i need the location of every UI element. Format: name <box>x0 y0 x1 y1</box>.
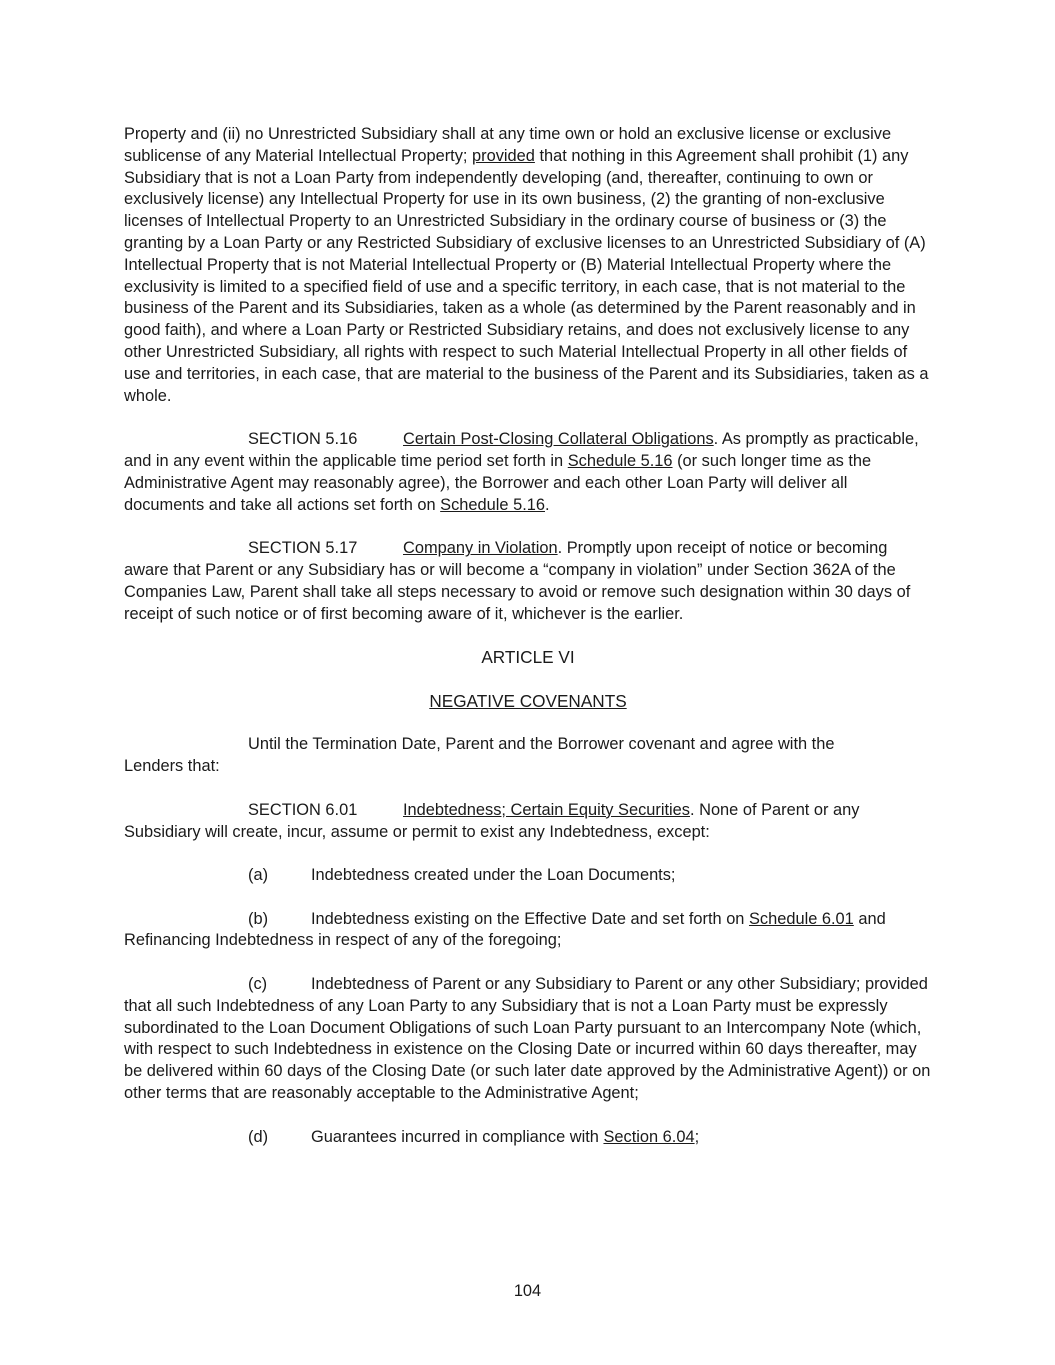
schedule-reference: Schedule 6.01 <box>748 909 854 928</box>
section-title: Certain Post-Closing Collateral Obligations <box>403 430 714 449</box>
page-body <box>124 124 932 1148</box>
section-reference: Section 6.04 <box>603 1127 695 1146</box>
article-number: ARTICLE VI <box>481 647 575 668</box>
section-5-16: SECTION 5.16 Certain Post-Closing Collateral Obligations. As promptly as practicable, and in any event within the applicable time period set forth in Schedule 5.16 (or such longer time as the Administrative Agent may reasonably agree), the Borrower and each other Loan Party will deliver all documents and take all actions set forth on Schedule 5.16. <box>124 430 919 514</box>
item-label: (a) <box>248 866 269 885</box>
list-item-d: (d) Guarantees incurred in compliance with Section 6.04; <box>124 1127 932 1149</box>
list-item-c: (c) Indebtedness of Parent or any Subsidiary to Parent or any other Subsidiary; provided that all such Indebtedness of any Loan Party to any Subsidiary that is not a Loan Party must be expressly subordinated to the Loan Document Obligations of such Loan Party pursuant to an Intercompany Note (which, with respect to such Indebtedness in existence on the Closing Date or incurred within 60 days thereafter, may be delivered within 60 days of the Closing Date (or such later date approved by the Administrative Agent)) or on other terms that are reasonably acceptable to the Administrative Agent; <box>124 975 931 1103</box>
item-label: (c) <box>248 975 268 994</box>
schedule-reference: Schedule 5.16 <box>567 451 673 470</box>
item-label: (b) <box>248 909 269 928</box>
section-5-17: SECTION 5.17 Company in Violation. Promptly upon receipt of notice or becoming aware that Parent or any Subsidiary has or will become a “company in violation” under Section 362A of the Companies Law, Parent shall take all steps necessary to avoid or remove such designation within 30 days of receipt of such notice or of first becoming aware of it, whichever is the earlier. <box>124 539 911 623</box>
section-number: SECTION 6.01 <box>248 800 358 819</box>
provided-term: provided <box>472 146 535 165</box>
continuation-paragraph: Property and (ii) no Unrestricted Subsidiary shall at any time own or hold an exclusive license or exclusive sublicense of any Material Intellectual Property; provided that nothing in this Agreement shall prohibit (1) any Subsidiary that is not a Loan Party from independently developing (and, thereafter, continuing to own or exclusively license) any Intellectual Property for use in its own business, (2) the granting of non-exclusive licenses of Intellectual Property to an Unrestricted Subsidiary in the ordinary course of business or (3) the granting by a Loan Party or any Restricted Subsidiary of exclusive licenses to an Unrestricted Subsidiary of (A) Intellectual Property that is not Material Intellectual Property or (B) Material Intellectual Property where the exclusivity is limited to a specified field of use and a specific territory, in each case, that is not material to the business of the Parent and its Subsidiaries, taken as a whole (as determined by the Parent reasonably and in good faith), and where a Loan Party or Restricted Subsidiary retains, and does not exclusively license to any other Unrestricted Subsidiary, all rights with respect to such Material Intellectual Property in all other fields of use and territories, in each case, that are material to the business of the Parent and its Subsidiaries, taken as a whole. <box>124 125 929 405</box>
section-title: Company in Violation <box>403 539 558 558</box>
schedule-reference: Schedule 5.16 <box>440 495 545 514</box>
section-number: SECTION 5.17 <box>248 539 358 558</box>
list-item-a: (a) Indebtedness created under the Loan Documents; <box>124 865 932 887</box>
list-item-b: (b) Indebtedness existing on the Effective Date and set forth on Schedule 6.01 and Refinancing Indebtedness in respect of any of the foregoing; <box>124 909 886 950</box>
covenant-intro: Until the Termination Date, Parent and the Borrower covenant and agree with the Lenders that: <box>124 735 835 776</box>
item-label: (d) <box>248 1127 269 1146</box>
section-number: SECTION 5.16 <box>248 430 358 449</box>
article-title: NEGATIVE COVENANTS <box>429 690 627 711</box>
section-title: Indebtedness; Certain Equity Securities <box>403 800 690 819</box>
section-6-01: SECTION 6.01 Indebtedness; Certain Equity Securities. None of Parent or any Subsidiary will create, incur, assume or permit to exist any Indebtedness, except: <box>124 800 860 841</box>
page-number: 104 <box>513 1282 542 1300</box>
